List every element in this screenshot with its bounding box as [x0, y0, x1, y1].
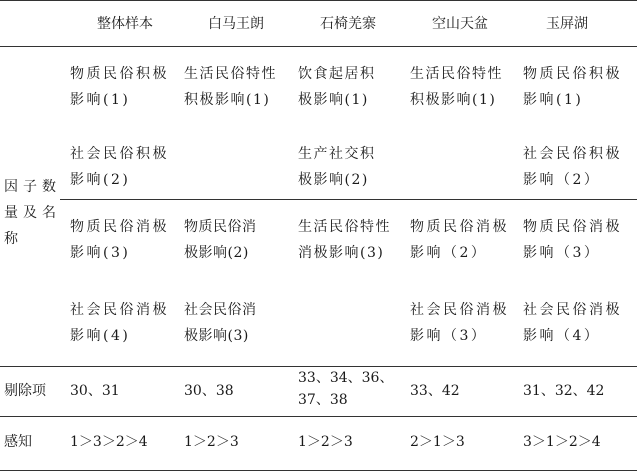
factor-cell: 物质民俗积极 影响(1): [70, 66, 169, 108]
factor-cell: 饮食起居积 极影响(1): [298, 66, 376, 108]
factor-cell: 生活民俗特性 消极影响(3): [298, 219, 391, 261]
factor-cell: 社会民俗积极 影响（2）: [523, 146, 622, 188]
removed-cell: 33、34、36、 37、38: [298, 370, 394, 408]
factor-stub-line1: 因子数: [4, 179, 61, 195]
perception-cell: 1＞2＞3: [298, 434, 353, 450]
bottom-rule: [0, 470, 637, 471]
removed-bottom-rule: [0, 416, 637, 417]
perception-cell: 1＞2＞3: [184, 434, 239, 450]
removed-cell: 30、38: [184, 383, 234, 399]
removed-cell: 33、42: [410, 383, 460, 399]
factor-stub-line2: 量及名: [4, 205, 61, 221]
removed-cell: 31、32、42: [523, 383, 605, 399]
factor-cell: 物质民俗消极 影响（3）: [523, 219, 622, 261]
perception-cell: 1＞3＞2＞4: [70, 434, 148, 450]
perception-cell: 2＞1＞3: [410, 434, 465, 450]
removed-cell: 30、31: [70, 383, 120, 399]
factor-cell: 生活民俗特性 积极影响(1): [184, 66, 277, 108]
factor-cell: 物质民俗消极 影响(3): [70, 219, 169, 261]
removed-label: 剔除项: [4, 383, 46, 399]
header-kongshan: 空山天盆: [432, 16, 488, 32]
header-shiyi: 石椅羌寨: [320, 16, 376, 32]
header-yuping: 玉屏湖: [546, 16, 588, 32]
header-baima: 白马王朗: [208, 16, 264, 32]
factor-cell: 物质民俗消极 影响（2）: [410, 219, 509, 261]
header-overall: 整体样本: [97, 16, 153, 32]
factor-cell: 物质民俗积极 影响(1): [523, 66, 622, 108]
perception-label: 感知: [4, 434, 32, 450]
factor-cell: 物质民俗消 极影响(2): [184, 219, 257, 261]
factor-cell: 社会民俗消 极影响(3): [184, 302, 257, 344]
factor-group-rule: [60, 199, 637, 200]
header-rule: [0, 46, 637, 47]
factor-cell: 社会民俗消极 影响（4）: [523, 302, 622, 344]
factor-cell: 社会民俗积极 影响(2): [70, 146, 169, 188]
factor-cell: 生活民俗特性 积极影响(1): [410, 66, 503, 108]
factor-stub-line3: 称: [4, 231, 23, 247]
factor-cell: 社会民俗消极 影响(4): [70, 302, 169, 344]
factor-cell: 生产社交积 极影响(2): [298, 146, 376, 188]
factor-stub-label: [4, 174, 62, 252]
factor-cell: 社会民俗消极 影响（3）: [410, 302, 509, 344]
perception-cell: 3＞1＞2＞4: [523, 434, 601, 450]
top-rule: [0, 0, 637, 1]
